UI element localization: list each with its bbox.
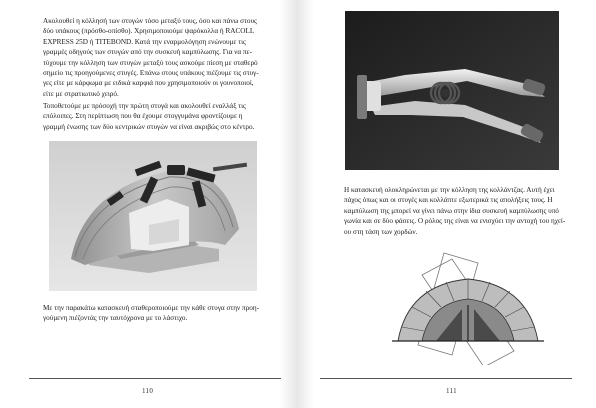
- text-line: Τοποθετούμε με πρόσοχή την πρώτη στυγά και ακολουθεί εναλλάξ τις: [43, 102, 246, 110]
- photo-clamp-tool: [345, 11, 559, 170]
- text-line: σημείο τις προηγούμενες στυγές. Επάνω στους υπάκους πιέζουμε τις στυγ-: [43, 69, 259, 78]
- right-page: [298, 0, 596, 408]
- text-line: Η κατασκευή ολοκληρώνεται με την κόλληση της κολλάντζας. Αυτή έχει: [344, 186, 555, 194]
- text-line: EXPRESS 25D ή TITEBOND. Κατά την εναρμολόγηση ενώνουμε τις: [43, 37, 246, 46]
- right-footer-rule: [320, 378, 572, 379]
- right-page-number: 111: [446, 387, 457, 395]
- left-paragraph-2: [43, 101, 283, 132]
- text-line: τύχουμε την κόλληση των στυγών μεταξύ τους ασκούμε πίεση με σταθερό: [43, 58, 258, 67]
- text-line: γραμμή ένωσης των δύο κεντρικών στυγών να είναι ακριβώς στο κέντρο.: [43, 122, 255, 131]
- text-line: γούμενη πιέζοντάς την ταυτόχρονα με το λάστιχο.: [43, 314, 188, 323]
- text-line: γες είτε με κάρφωμα με ειδικά καρφιά που χρησιμοποιούν οι γουνοποιοί,: [43, 79, 254, 88]
- gutter-shadow: [298, 0, 314, 408]
- text-line: δύο υπάκους (πρόσθο-οπίσθο). Χρησιμοποιούμε ψαρόκολλα ή RACOLL: [43, 27, 255, 36]
- left-page-number: 110: [142, 387, 154, 395]
- text-line: είτε με στρατιωτικό χειρό.: [43, 89, 119, 98]
- right-paragraph-1: [344, 185, 584, 237]
- text-line: γωνία και σε δύο φάσεις. Ο ρόλος της είναι να ενισχύει την αντοχή του ηχεί-: [344, 217, 566, 226]
- text-line: ου στη τάση των χορδών.: [344, 227, 418, 236]
- text-line: επόλοιπες. Στη περίπτωση που θα έχουμε στογγυμάνα φροντίζουμε η: [43, 112, 243, 121]
- left-paragraph-3: [43, 303, 283, 324]
- left-footer-rule: [29, 378, 281, 379]
- text-line: πάχος όπως και οι στυγές και κολλάπτε εξωτερικά τις απολήξεις τους. Η: [344, 196, 553, 205]
- left-paragraph-1: [43, 16, 283, 99]
- text-line: Ακολουθεί η κόλλησή των στυγών τόσο μεταξύ τους, όσο και πάνω στους: [43, 17, 257, 25]
- diagram-bending-device: [378, 245, 558, 365]
- text-line: γραμμές οδηγούς των στυγών από την συσκευή καμπύλωσης. Για να πε-: [43, 48, 252, 57]
- photo-bowl-with-clamps: [49, 141, 257, 291]
- text-line: Με την παρακάτω κατασκευή σταθεροποιούμε την κάθε στυγα στην προη-: [43, 304, 260, 312]
- text-line: καμπύλωση της μπορεί να γίνει πάνω στην ίδια συσκευή καμπύλωσης υπό: [344, 206, 559, 215]
